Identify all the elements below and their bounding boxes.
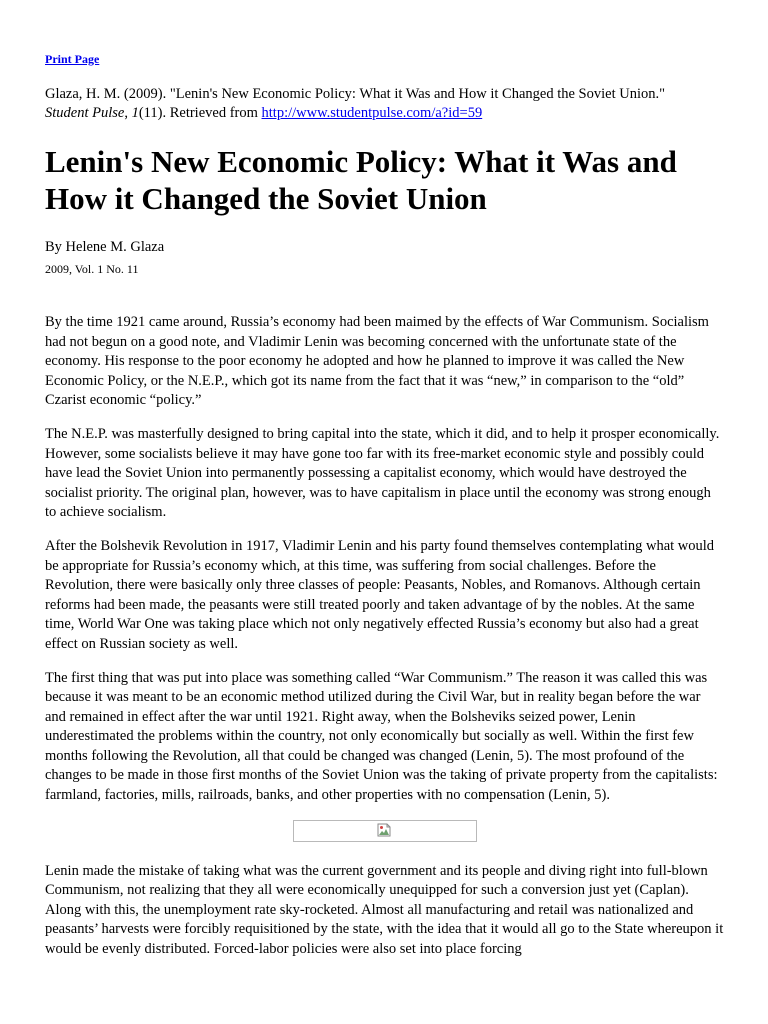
citation-url-link[interactable]: http://www.studentpulse.com/a?id=59 <box>261 105 483 121</box>
print-page-link[interactable]: Print Page <box>45 52 100 66</box>
paragraph: The N.E.P. was masterfully designed to bring capital into the state, which it did, and to help it prosper economically. However, some socialists believe it may have gone too far with its free-market economic style and possibly could have lead the Soviet Union into permanently possessing a capitalist economy, which would have destroyed the socialist priority. The original plan, however, was to have capitalism in place until the economy was strong enough to achieve socialism. <box>45 426 720 520</box>
broken-image-placeholder <box>293 820 477 842</box>
citation-issue: (11). Retrieved from <box>138 105 262 121</box>
citation-separator: , <box>124 105 132 121</box>
issue-info: 2009, Vol. 1 No. 11 <box>45 262 139 276</box>
article-title: Lenin's New Economic Policy: What it Was and How it Changed the Soviet Union <box>45 144 677 216</box>
citation-text: Glaza, H. M. (2009). "Lenin's New Economic Policy: What it Was and How it Changed the Soviet Union." <box>45 86 666 102</box>
citation-volume: 1 <box>131 105 139 121</box>
article-body <box>45 313 725 974</box>
paragraph: After the Bolshevik Revolution in 1917, Vladimir Lenin and his party found themselves contemplating what would be appropriate for Russia’s economy which, at this time, was suffering from social challenges. Before the Revolution, there were basically only three classes of people: Peasants, Nobles, and Romanovs. Although certain reforms had been made, the peasants were still treated poorly and taken advantage of by the nobles. At the same time, World War One was taking place which not only negatively effected Russia’s economy but also had a great effect on Russian society as well. <box>45 538 715 652</box>
author-byline: By Helene M. Glaza <box>45 239 165 255</box>
paragraph: By the time 1921 came around, Russia’s economy had been maimed by the effects of War Communism. Socialism had not begun on a good note, and Vladimir Lenin was becoming concerned with the unfortunate state of the economy. His response to the poor economy he adopted and how he planned to improve it was called the New Economic Policy, or the N.E.P., which got its name from the fact that it was “new,” in comparison to the “old” Czarist economic “policy.” <box>45 314 709 408</box>
paragraph: The first thing that was put into place was something called “War Communism.” The reason it was called this was because it was meant to be an economic method utilized during the Civil War, but in reality began before the war and remained in effect after the war until 1921. Right away, when the Bolsheviks seized power, Lenin underestimated the problems within the country, not only economically but socially as well. Within the first few months following the Revolution, all that could be changed was changed (Lenin, 5). The most profound of the changes to be made in those first months of the Soviet Union was the taking of private property from the capitalists: farmland, factories, mills, railroads, banks, and other properties with no compensation (Lenin, 5). <box>45 669 718 803</box>
citation-journal: Student Pulse <box>45 105 125 121</box>
paragraph: Lenin made the mistake of taking what was the current government and its people and diving right into full-blown Communism, not realizing that they all were economically unequipped for such a conversion just yet (Caplan). Along with this, the unemployment rate sky-rocketed. Almost all manufacturing and retail was nationalized and peasants’ harvests were forcibly requisitioned by the state, with the idea that it would all go to the State whereupon it would be evenly distributed. Forced-labor policies were also set into place forcing <box>45 862 724 957</box>
broken-image-icon <box>377 823 391 837</box>
citation <box>45 85 725 123</box>
